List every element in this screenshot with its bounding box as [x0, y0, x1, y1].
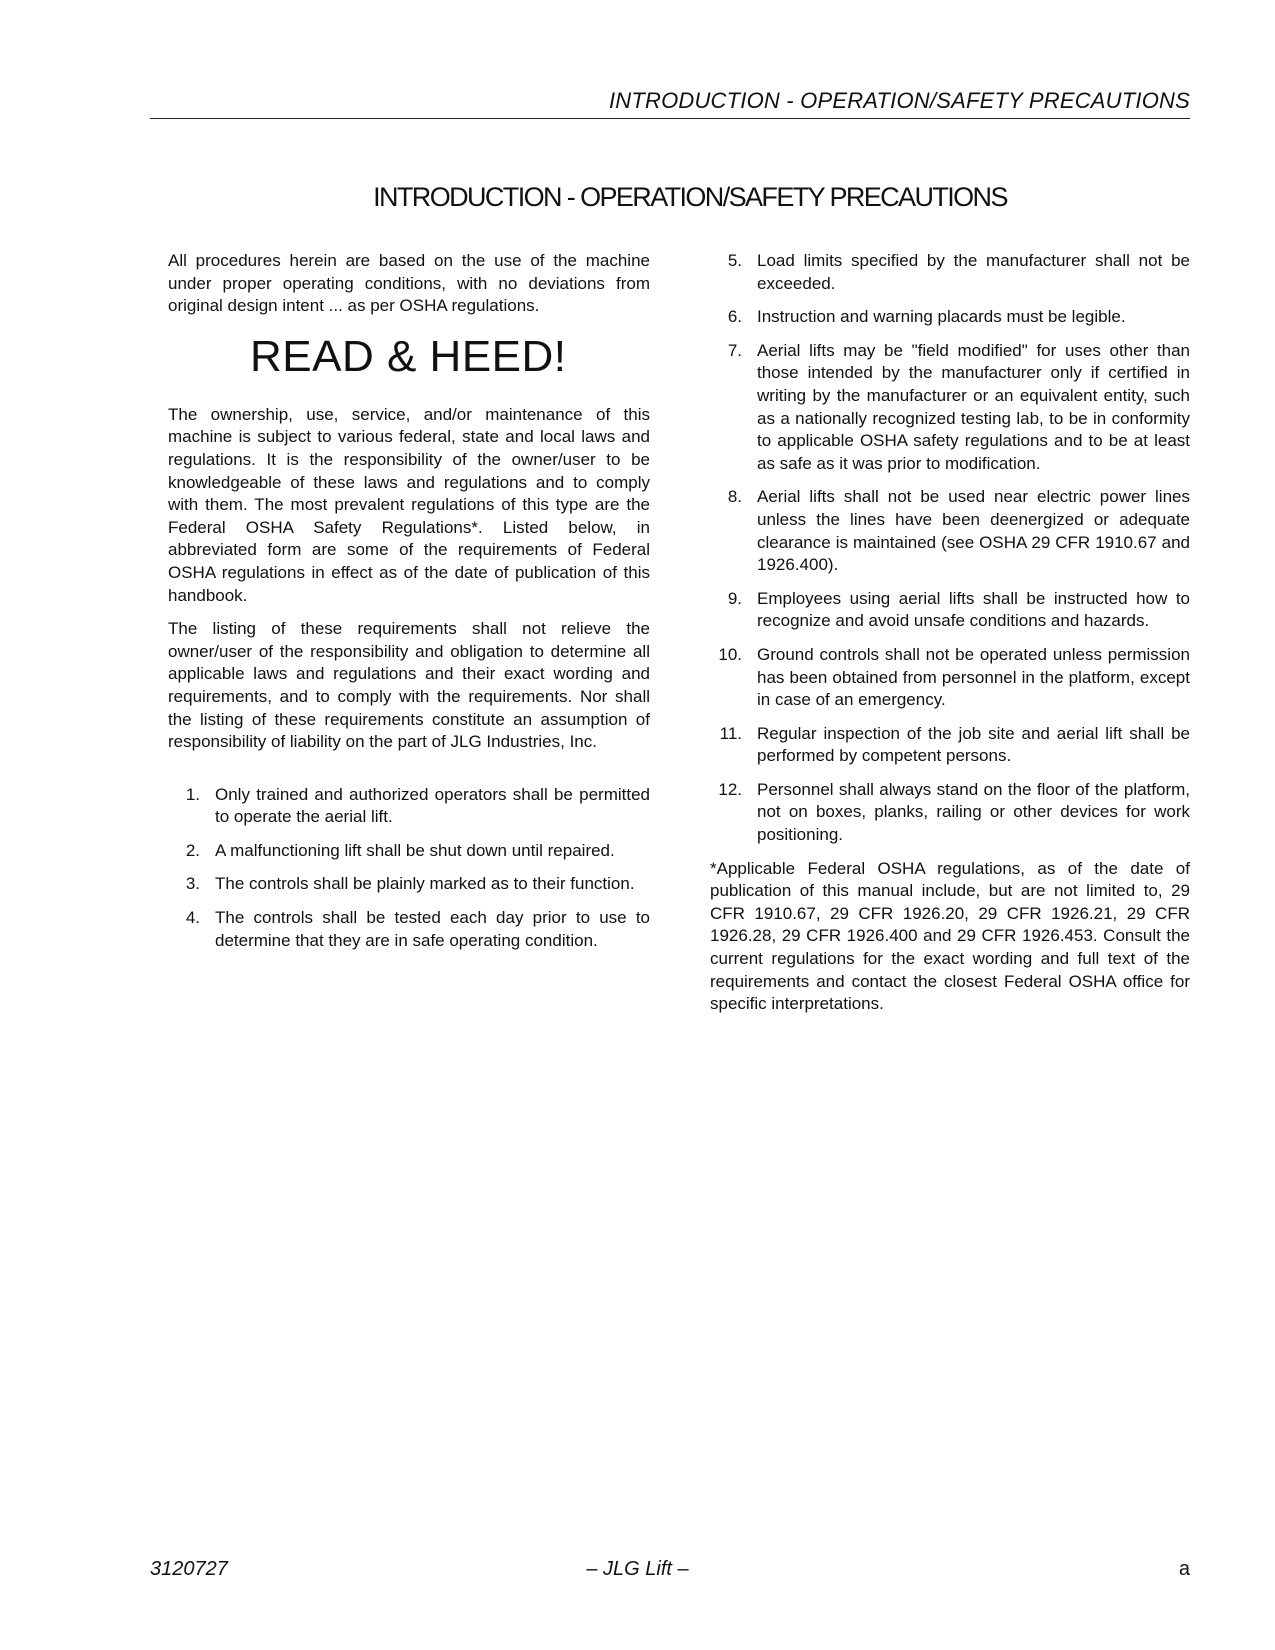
list-item [168, 907, 650, 952]
footer-center: – JLG Lift – [586, 1558, 689, 1580]
list-item [710, 644, 1190, 712]
list-item [168, 840, 650, 863]
requirements-list-left [168, 784, 650, 953]
list-number: 3. [185, 874, 200, 894]
list-number: 12. [718, 779, 742, 799]
list-number: 6. [727, 307, 742, 327]
list-item [168, 784, 650, 829]
list-number: 7. [727, 340, 742, 360]
list-text: Aerial lifts shall not be used near electric power lines unless the lines have been deenergized or adequate clearance is maintained (see OSHA 29 CFR 1910.67 and 1926.400). [757, 487, 1190, 575]
list-item [710, 723, 1190, 768]
list-item [710, 779, 1190, 847]
list-text: The controls shall be tested each day prior to use to determine that they are in safe operating condition. [215, 908, 650, 950]
list-item [710, 588, 1190, 633]
list-item [168, 873, 650, 896]
page-title: INTRODUCTION - OPERATION/SAFETY PRECAUTIONS [373, 182, 1007, 212]
list-item [710, 486, 1190, 576]
header-rule [150, 118, 1190, 119]
requirements-list-right [710, 250, 1190, 847]
list-item [710, 250, 1190, 295]
list-text: Aerial lifts may be "field modified" for uses other than those intended by the manufacturer only if certified in writing by the manufacturer or an equivalent entity, such as a nationally recognized testing lab, to be in conformity to applicable OSHA safety regulations and to be at least as safe as it was prior to modification. [757, 340, 1190, 473]
left-column [168, 250, 650, 963]
right-column [710, 250, 1190, 1027]
list-number: 2. [185, 840, 200, 860]
list-item [710, 306, 1190, 329]
footer-page-number: a [1178, 1558, 1190, 1580]
list-text: Regular inspection of the job site and aerial lift shall be performed by competent persons. [757, 723, 1190, 766]
list-number: 1. [185, 784, 200, 804]
ownership-paragraph: The ownership, use, service, and/or maintenance of this machine is subject to various federal, state and local laws and regulations. It is the responsibility of the owner/user to be knowledgeable of these laws and regulations and to comply with them. The most prevalent regulations of this type are the Federal OSHA Safety Regulations*. Listed below, in abbreviated form are some of the requirements of Federal OSHA regulations in effect as of the date of publication of this handbook. [168, 404, 650, 605]
list-number: 9. [727, 588, 742, 608]
list-text: Only trained and authorized operators shall be permitted to operate the aerial lift. [215, 784, 650, 827]
read-heed-heading: READ & HEED! [250, 331, 567, 381]
footnote: *Applicable Federal OSHA regulations, as of the date of publication of this manual include, but are not limited to, 29 CFR 1910.67, 29 CFR 1926.20, 29 CFR 1926.21, 29 CFR 1926.28, 29 CFR 1926.400 and 29 CFR 1926.453. Consult the current regulations for the exact wording and full text of the requirements and contact the closest Federal OSHA office for specific interpretations. [710, 858, 1190, 1014]
list-text: Instruction and warning placards must be legible. [757, 307, 1126, 327]
list-text: The controls shall be plainly marked as to their function. [215, 874, 635, 894]
intro-paragraph: All procedures herein are based on the use of the machine under proper operating conditions, with no deviations from original design intent ... as per OSHA regulations. [168, 251, 650, 316]
list-text: Personnel shall always stand on the floor of the platform, not on boxes, planks, railing or other devices for work positioning. [757, 779, 1190, 845]
list-text: Employees using aerial lifts shall be instructed how to recognize and avoid unsafe conditions and hazards. [757, 588, 1190, 631]
list-number: 4. [185, 908, 200, 928]
running-header: INTRODUCTION - OPERATION/SAFETY PRECAUTIONS [608, 88, 1190, 113]
footer-doc-number: 3120727 [150, 1558, 228, 1580]
list-number: 8. [727, 487, 742, 507]
listing-paragraph: The listing of these requirements shall not relieve the owner/user of the responsibility and obligation to determine all applicable laws and regulations and their exact wording and requirements, and to comply with the requirements. Nor shall the listing of these requirements constitute an assumption of responsibility of liability on the part of JLG Industries, Inc. [168, 619, 650, 752]
list-number: 11. [719, 723, 742, 743]
list-text: A malfunctioning lift shall be shut down until repaired. [215, 840, 615, 860]
list-text: Load limits specified by the manufacturer shall not be exceeded. [757, 251, 1190, 293]
list-number: 10. [718, 644, 742, 664]
list-text: Ground controls shall not be operated unless permission has been obtained from personnel in the platform, except in case of an emergency. [757, 644, 1190, 710]
list-number: 5. [727, 251, 742, 270]
list-item [710, 340, 1190, 476]
